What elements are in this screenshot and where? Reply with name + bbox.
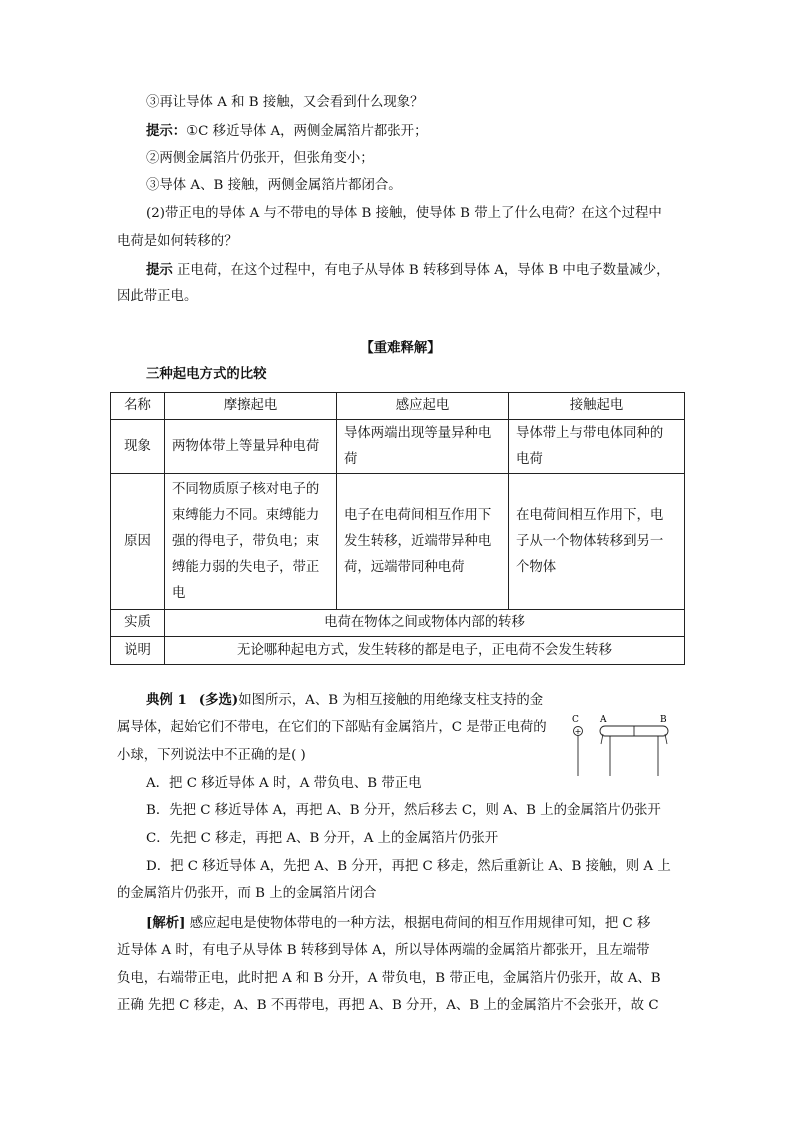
- row-label-phenomenon: 现象: [111, 420, 165, 474]
- figure-label-a: A: [600, 715, 607, 725]
- analysis-line-1-text: 感应起电是使物体带电的一种方法，根据电荷间的相互作用规律可知，把 C 移: [185, 916, 651, 931]
- note-text: 无论哪种起电方式，发生转移的都是电子，正电荷不会发生转移: [165, 637, 685, 665]
- example-stem-line-1: [146, 690, 543, 711]
- row-label-essence: 实质: [111, 610, 165, 637]
- cause-contact: [509, 474, 685, 610]
- table-row-note: [111, 637, 685, 665]
- table-header-row: [111, 393, 685, 420]
- cause-contact-l2: 子从一个物体转移到另一: [516, 533, 664, 549]
- answer-line-1: [146, 260, 670, 281]
- answer-label: 提示: [146, 262, 173, 278]
- row-label-note: 说明: [111, 637, 165, 665]
- cause-friction-l1: 不同物质原子核对电子的: [172, 481, 320, 497]
- hint-2: ②两侧金属箔片仍张开，但张角变小；: [146, 151, 374, 166]
- example-label: 典例 1: [146, 692, 187, 708]
- cause-induction: [337, 474, 509, 610]
- analysis-line-4: 正确 先把 C 移走，A、B 不再带电，再把 A、B 分开，A、B 上的金属箔片不会张开，故 C: [117, 998, 659, 1013]
- cause-induction-l1: 电子在电荷间相互作用下: [344, 507, 492, 523]
- cause-friction-l5: 电: [172, 585, 186, 601]
- analysis-line-1: [146, 913, 650, 934]
- phenomenon-contact-l2: 电荷: [516, 451, 543, 467]
- phenomenon-contact-l1: 导体带上与带电体同种的: [516, 425, 664, 441]
- option-d-line-2: 的金属箔片仍张开，而 B 上的金属箔片闭合: [117, 886, 377, 901]
- answer-line-1-text: 正电荷，在这个过程中，有电子从导体 B 转移到导体 A，导体 B 中电子数量减少，: [172, 263, 670, 278]
- option-b: B．先把 C 移近导体 A，再把 A、B 分开，然后移去 C，则 A、B 上的金属箔片仍张开: [146, 803, 661, 818]
- section-subtitle: 三种起电方式的比较: [146, 366, 267, 382]
- header-name: 名称: [111, 393, 165, 420]
- cause-friction-l3: 强的得电子，带负电；束: [172, 533, 320, 549]
- sphere-c-plus: +: [574, 727, 582, 736]
- cause-friction: [165, 474, 337, 610]
- question-2-line-1: (2)带正电的导体 A 与不带电的导体 B 接触，使导体 B 带上了什么电荷？在这个过程中: [146, 206, 662, 221]
- phenomenon-induction-l1: 导体两端出现等量异种电: [344, 425, 492, 441]
- option-d-line-1: D．把 C 移近导体 A，先把 A、B 分开，再把 C 移走，然后重新让 A、B 接触，则 A 上: [146, 859, 671, 874]
- example-stem-line-2: 属导体，起始它们不带电，在它们的下部贴有金属箔片，C 是带正电荷的: [117, 720, 547, 735]
- figure-label-b: B: [660, 715, 667, 725]
- question-2-line-2: 电荷是如何转移的？: [117, 234, 238, 249]
- cause-contact-l3: 个物体: [516, 559, 557, 575]
- hint-label: 提示：: [146, 123, 187, 139]
- table-row-cause: [111, 474, 685, 610]
- header-contact: 接触起电: [509, 393, 685, 420]
- option-a: A．把 C 移近导体 A 时，A 带负电、B 带正电: [146, 776, 422, 791]
- cause-friction-l4: 缚能力弱的失电子，带正: [172, 559, 320, 575]
- row-label-cause: 原因: [111, 474, 165, 610]
- answer-line-2: 因此带正电。: [117, 289, 198, 304]
- phenomenon-friction: 两物体带上等量异种电荷: [165, 420, 337, 474]
- figure-label-c: C: [572, 715, 579, 725]
- hint-1: [146, 121, 427, 142]
- table-row-essence: [111, 610, 685, 637]
- header-friction: 摩擦起电: [165, 393, 337, 420]
- header-induction: 感应起电: [337, 393, 509, 420]
- analysis-label: [解析]: [146, 915, 186, 931]
- essence-text: 电荷在物体之间或物体内部的转移: [165, 610, 685, 637]
- example-tag: (多选): [198, 692, 239, 708]
- example-stem-line-3: 小球，下列说法中不正确的是( ): [117, 748, 306, 763]
- comparison-table: [110, 392, 685, 665]
- phenomenon-contact: [509, 420, 685, 474]
- option-c: C．先把 C 移走，再把 A、B 分开，A 上的金属箔片仍张开: [146, 831, 499, 846]
- hint-1-text: ①C 移近导体 A，两侧金属箔片都张开；: [186, 124, 428, 139]
- analysis-line-3: 负电，右端带正电，此时把 A 和 B 分开，A 带负电，B 带正电，金属箔片仍张开，故 A、B: [117, 971, 661, 986]
- electroscope-figure: [566, 714, 682, 780]
- table-row-phenomenon: [111, 420, 685, 474]
- cause-induction-l3: 荷，远端带同种电荷: [344, 559, 465, 575]
- cause-induction-l2: 发生转移，近端带异种电: [344, 533, 492, 549]
- section-heading: 【重难释解】: [360, 340, 441, 356]
- analysis-line-2: 近导体 A 时，有电子从导体 B 转移到导体 A，所以导体两端的金属箔片都张开，且左端带: [117, 943, 650, 958]
- question-3: ③再让导体 A 和 B 接触，又会看到什么现象？: [146, 95, 424, 110]
- cause-friction-l2: 束缚能力不同。束缚能力: [172, 507, 320, 523]
- hint-3: ③导体 A、B 接触，两侧金属箔片都闭合。: [146, 178, 402, 193]
- phenomenon-induction-l2: 荷: [344, 451, 358, 467]
- cause-contact-l1: 在电荷间相互作用下，电: [516, 507, 664, 523]
- phenomenon-induction: [337, 420, 509, 474]
- example-stem-line-1-text: 如图所示，A、B 为相互接触的用绝缘支柱支持的金: [238, 693, 544, 708]
